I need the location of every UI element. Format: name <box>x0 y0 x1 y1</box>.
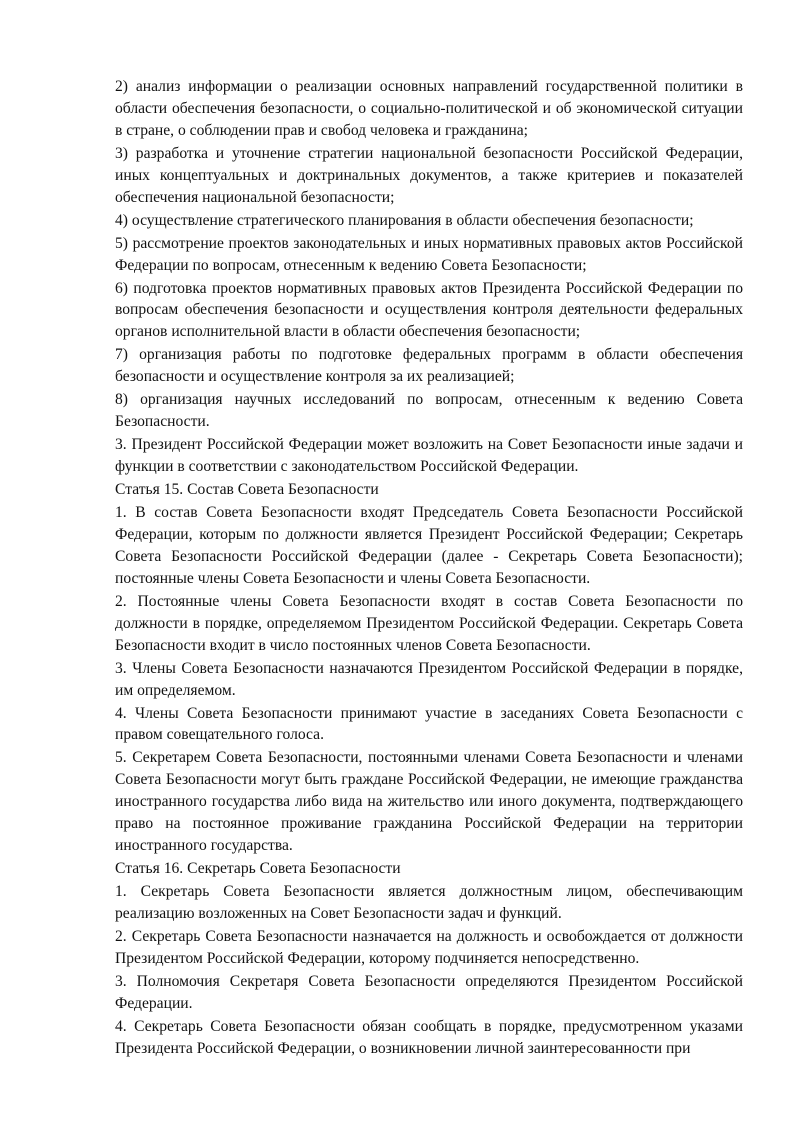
paragraph: 6) подготовка проектов нормативных правовых актов Президента Российской Федерации по вопросам обеспечения безопасности и осуществления контроля деятельности федеральных органов исполнительной власти в области обеспечения безопасности; <box>115 279 743 341</box>
article-heading: Статья 15. Состав Совета Безопасности <box>115 481 379 499</box>
paragraph: 2. Постоянные члены Совета Безопасности входят в состав Совета Безопасности по должности в порядке, определяемом Президентом Российской Федерации. Секретарь Совета Безопасности входит в число постоянных членов Совета Безопасности. <box>115 592 743 654</box>
document-page <box>115 76 743 1061</box>
paragraph: 5. Секретарем Совета Безопасности, постоянными членами Совета Безопасности и членами Совета Безопасности могут быть граждане Российской Федерации, не имеющие гражданства иностранного государства либо вида на жительство или иного документа, подтверждающего право на постоянное проживание гражданина Российской Федерации на территории иностранного государства. <box>115 749 743 855</box>
paragraph: 4. Члены Совета Безопасности принимают участие в заседаниях Совета Безопасности с правом совещательного голоса. <box>115 704 743 744</box>
paragraph: 4) осуществление стратегического планирования в области обеспечения безопасности; <box>115 211 694 229</box>
paragraph: 3) разработка и уточнение стратегии национальной безопасности Российской Федерации, иных концептуальных и доктринальных документов, а также критериев и показателей обеспечения национальной безопасности; <box>115 144 743 206</box>
paragraph: 3. Полномочия Секретаря Совета Безопасности определяются Президентом Российской Федерации. <box>115 972 743 1012</box>
paragraph: 2) анализ информации о реализации основных направлений государственной политики в области обеспечения безопасности, о социально-политической и об экономической ситуации в стране, о соблюдении прав и свобод человека и гражданина; <box>115 78 743 139</box>
paragraph: 4. Секретарь Совета Безопасности обязан сообщать в порядке, предусмотренном указами Президента Российской Федерации, о возникновении личной заинтересованности при <box>115 1017 743 1057</box>
paragraph: 1. Секретарь Совета Безопасности является должностным лицом, обеспечивающим реализацию возложенных на Совет Безопасности задач и функций. <box>115 883 743 922</box>
paragraph: 8) организация научных исследований по вопросам, отнесенным к ведению Совета Безопасности. <box>115 391 743 431</box>
paragraph: 3. Члены Совета Безопасности назначаются Президентом Российской Федерации в порядке, им определяемом. <box>115 659 743 699</box>
paragraph: 1. В состав Совета Безопасности входят Председатель Совета Безопасности Российской Федерации, которым по должности является Президент Российской Федерации; Секретарь Совета Безопасности Российской Федерации (далее - Секретарь Совета Безопасности); постоянные члены Совета Безопасности и члены Совета Безопасности. <box>115 504 743 587</box>
article-heading: Статья 16. Секретарь Совета Безопасности <box>115 860 401 878</box>
paragraph: 3. Президент Российской Федерации может возложить на Совет Безопасности иные задачи и функции в соответствии с законодательством Российской Федерации. <box>115 436 743 476</box>
paragraph: 5) рассмотрение проектов законодательных и иных нормативных правовых актов Российской Федерации по вопросам, отнесенным к ведению Совета Безопасности; <box>115 234 743 274</box>
paragraph: 2. Секретарь Совета Безопасности назначается на должность и освобождается от должности Президентом Российской Федерации, которому подчиняется непосредственно. <box>115 927 743 967</box>
paragraph: 7) организация работы по подготовке федеральных программ в области обеспечения безопасности и осуществление контроля за их реализацией; <box>115 346 743 386</box>
